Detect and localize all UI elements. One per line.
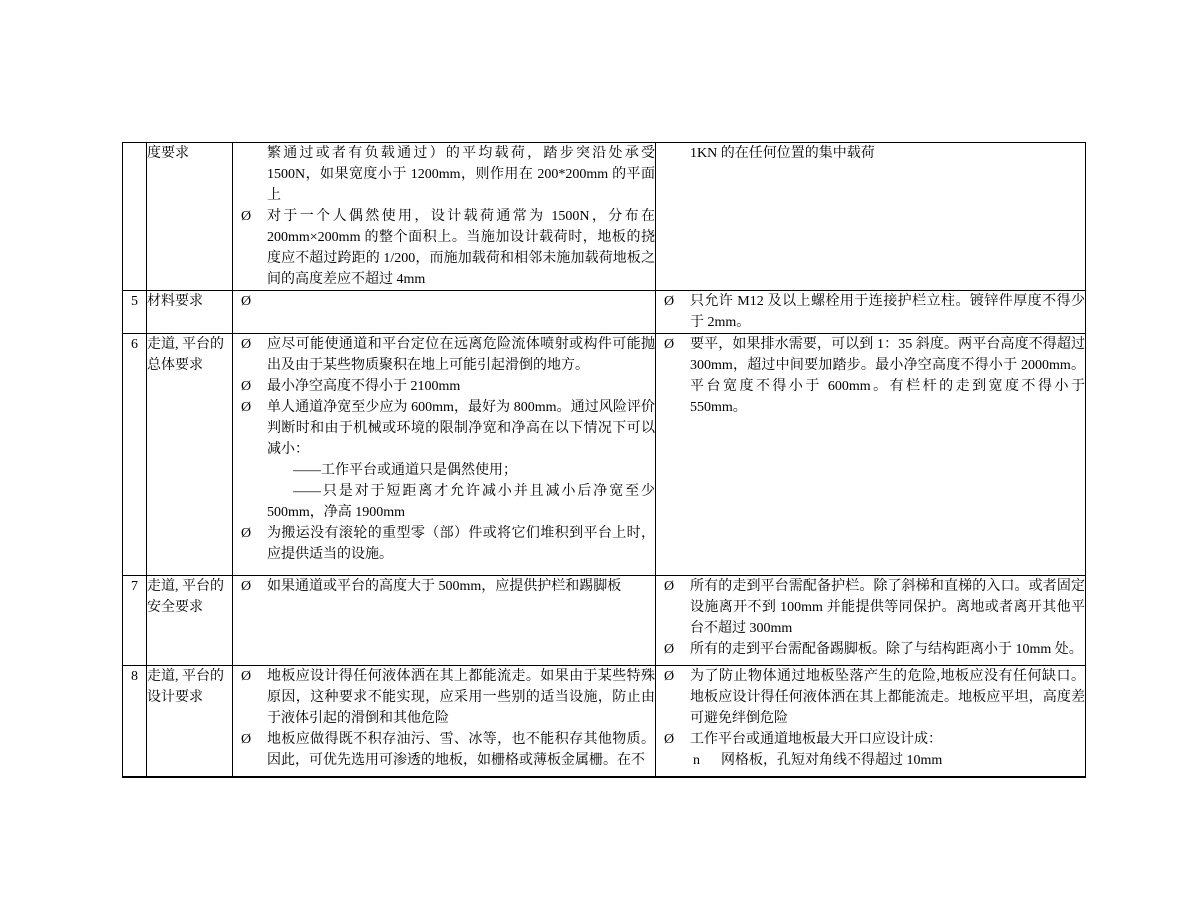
category-cell: 走道, 平台的设计要求 <box>147 666 233 777</box>
requirement-text: 最小净空高度不得小于 2100mm <box>267 379 461 394</box>
requirements-cell-left <box>233 334 656 576</box>
slashed-o-bullet-icon: Ø <box>664 579 675 594</box>
requirement-item <box>233 576 655 597</box>
requirement-text: 如果通道或平台的高度大于 500mm，应提供护栏和踢脚板 <box>267 579 622 594</box>
row-number-cell: 5 <box>123 291 147 334</box>
requirement-text: 为了防止物体通过地板坠落产生的危险,地板应没有任何缺口。地板应设计得任何液体洒在其上都能流走。地板应平坦，高度差可避免绊倒危险 <box>690 669 1085 726</box>
requirement-item <box>233 397 655 460</box>
requirement-item <box>656 666 1085 729</box>
requirements-cell-left <box>233 143 656 291</box>
slashed-o-bullet-icon: Ø <box>241 579 252 594</box>
requirement-item <box>656 639 1085 660</box>
requirement-text: 地板应设计得任何液体洒在其上都能流走。如果由于某些特殊原因，这种要求不能实现，应采用一些别的适当设施，防止由于液体引起的滑倒和其他危险 <box>267 669 655 726</box>
requirements-table <box>122 142 1086 778</box>
requirements-cell-right <box>656 576 1086 666</box>
category-cell: 材料要求 <box>147 291 233 334</box>
requirement-item <box>656 291 1085 333</box>
requirement-subitem <box>656 750 1085 771</box>
requirement-text: 只允许 M12 及以上螺栓用于连接护栏立柱。镀锌件厚度不得少于 2mm。 <box>690 294 1085 330</box>
requirement-text: 对于一个人偶然使用，设计载荷通常为 1500N，分布在 200mm×200mm 的整个面积上。当施加设计载荷时，地板的挠度应不超过跨距的 1/200，而施加载荷和相邻未施加载荷地板之间的高度差应不超过 4mm <box>267 209 655 287</box>
table-row <box>123 291 1086 334</box>
category-cell: 走道, 平台的安全要求 <box>147 576 233 666</box>
requirement-item <box>233 666 655 729</box>
requirement-item <box>233 729 655 771</box>
row-number-cell: 8 <box>123 666 147 777</box>
requirement-text: 所有的走到平台需配备踢脚板。除了与结构距离小于 10mm 处。 <box>690 642 1083 657</box>
requirement-text: 所有的走到平台需配备护栏。除了斜梯和直梯的入口。或者固定设施离开不到 100mm 并能提供等同保护。离地或者离开其他平台不超过 300mm <box>690 579 1085 636</box>
requirement-item <box>233 523 655 565</box>
slashed-o-bullet-icon: Ø <box>664 294 675 309</box>
requirement-item <box>233 376 655 397</box>
row-number-cell: 6 <box>123 334 147 576</box>
requirements-cell-left <box>233 576 656 666</box>
requirement-text: 要平，如果排水需要，可以到 1：35 斜度。两平台高度不得超过 300mm，超过中间要加踏步。最小净空高度不得小于 2000mm。平台宽度不得小于 600mm。有栏杆的走到宽度不得小于 550mm。 <box>690 337 1085 415</box>
row-number-cell <box>123 143 147 291</box>
slashed-o-bullet-icon: Ø <box>241 400 252 415</box>
table-row <box>123 666 1086 777</box>
requirements-cell-right <box>656 334 1086 576</box>
slashed-o-bullet-icon: Ø <box>241 526 252 541</box>
requirement-item <box>656 334 1085 418</box>
requirements-cell-left <box>233 666 656 777</box>
requirement-item <box>233 334 655 376</box>
requirement-text: 繁通过或者有负载通过）的平均载荷，踏步突沿处承受 1500N，如果宽度小于 1200mm，则作用在 200*200mm 的平面上 <box>267 146 655 203</box>
table-row <box>123 143 1086 291</box>
slashed-o-bullet-icon: Ø <box>241 294 252 309</box>
category-cell: 走道, 平台的总体要求 <box>147 334 233 576</box>
slashed-o-bullet-icon: Ø <box>241 379 252 394</box>
requirement-text: 应尽可能使通道和平台定位在远离危险流体喷射或构件可能抛出及由于某些物质聚积在地上可能引起滑倒的地方。 <box>267 337 655 373</box>
slashed-o-bullet-icon: Ø <box>241 732 252 747</box>
slashed-o-bullet-icon: Ø <box>664 669 675 684</box>
slashed-o-bullet-icon: Ø <box>241 669 252 684</box>
requirement-subitem <box>233 481 655 523</box>
n-bullet-icon: n <box>693 753 700 768</box>
table-row <box>123 576 1086 666</box>
row-number-cell: 7 <box>123 576 147 666</box>
slashed-o-bullet-icon: Ø <box>664 337 675 352</box>
requirement-text: 工作平台或通道地板最大开口应设计成： <box>690 732 942 747</box>
requirement-text: 地板应做得既不积存油污、雪、冰等，也不能积存其他物质。因此，可优先选用可渗透的地板，如栅格或薄板金属栅。在不 <box>267 732 655 768</box>
slashed-o-bullet-icon: Ø <box>664 732 675 747</box>
slashed-o-bullet-icon: Ø <box>241 337 252 352</box>
requirement-subitem <box>233 460 655 481</box>
requirement-item <box>233 206 655 290</box>
requirement-text: 1KN 的在任何位置的集中载荷 <box>690 146 875 161</box>
requirement-text: ——只是对于短距离才允许减小并且减小后净宽至少 500mm，净高 1900mm <box>267 484 655 520</box>
table-row <box>123 334 1086 576</box>
requirements-cell-right <box>656 666 1086 777</box>
requirement-text: 为搬运没有滚轮的重型零（部）件或将它们堆积到平台上时，应提供适当的设施。 <box>267 526 655 562</box>
requirement-item <box>656 576 1085 639</box>
requirement-text: 单人通道净宽至少应为 600mm，最好为 800mm。通过风险评价判断时和由于机械或环境的限制净宽和净高在以下情况下可以减小： <box>267 400 655 457</box>
slashed-o-bullet-icon: Ø <box>241 209 252 224</box>
slashed-o-bullet-icon: Ø <box>664 642 675 657</box>
requirement-text: ——工作平台或通道只是偶然使用； <box>293 463 517 478</box>
requirement-item <box>656 729 1085 750</box>
requirements-cell-left <box>233 291 656 334</box>
category-cell: 度要求 <box>147 143 233 291</box>
requirement-item <box>233 143 655 206</box>
requirements-cell-right <box>656 291 1086 334</box>
requirement-item <box>656 143 1085 164</box>
requirements-cell-right <box>656 143 1086 291</box>
requirement-text: 网格板，孔短对角线不得超过 10mm <box>721 753 943 768</box>
